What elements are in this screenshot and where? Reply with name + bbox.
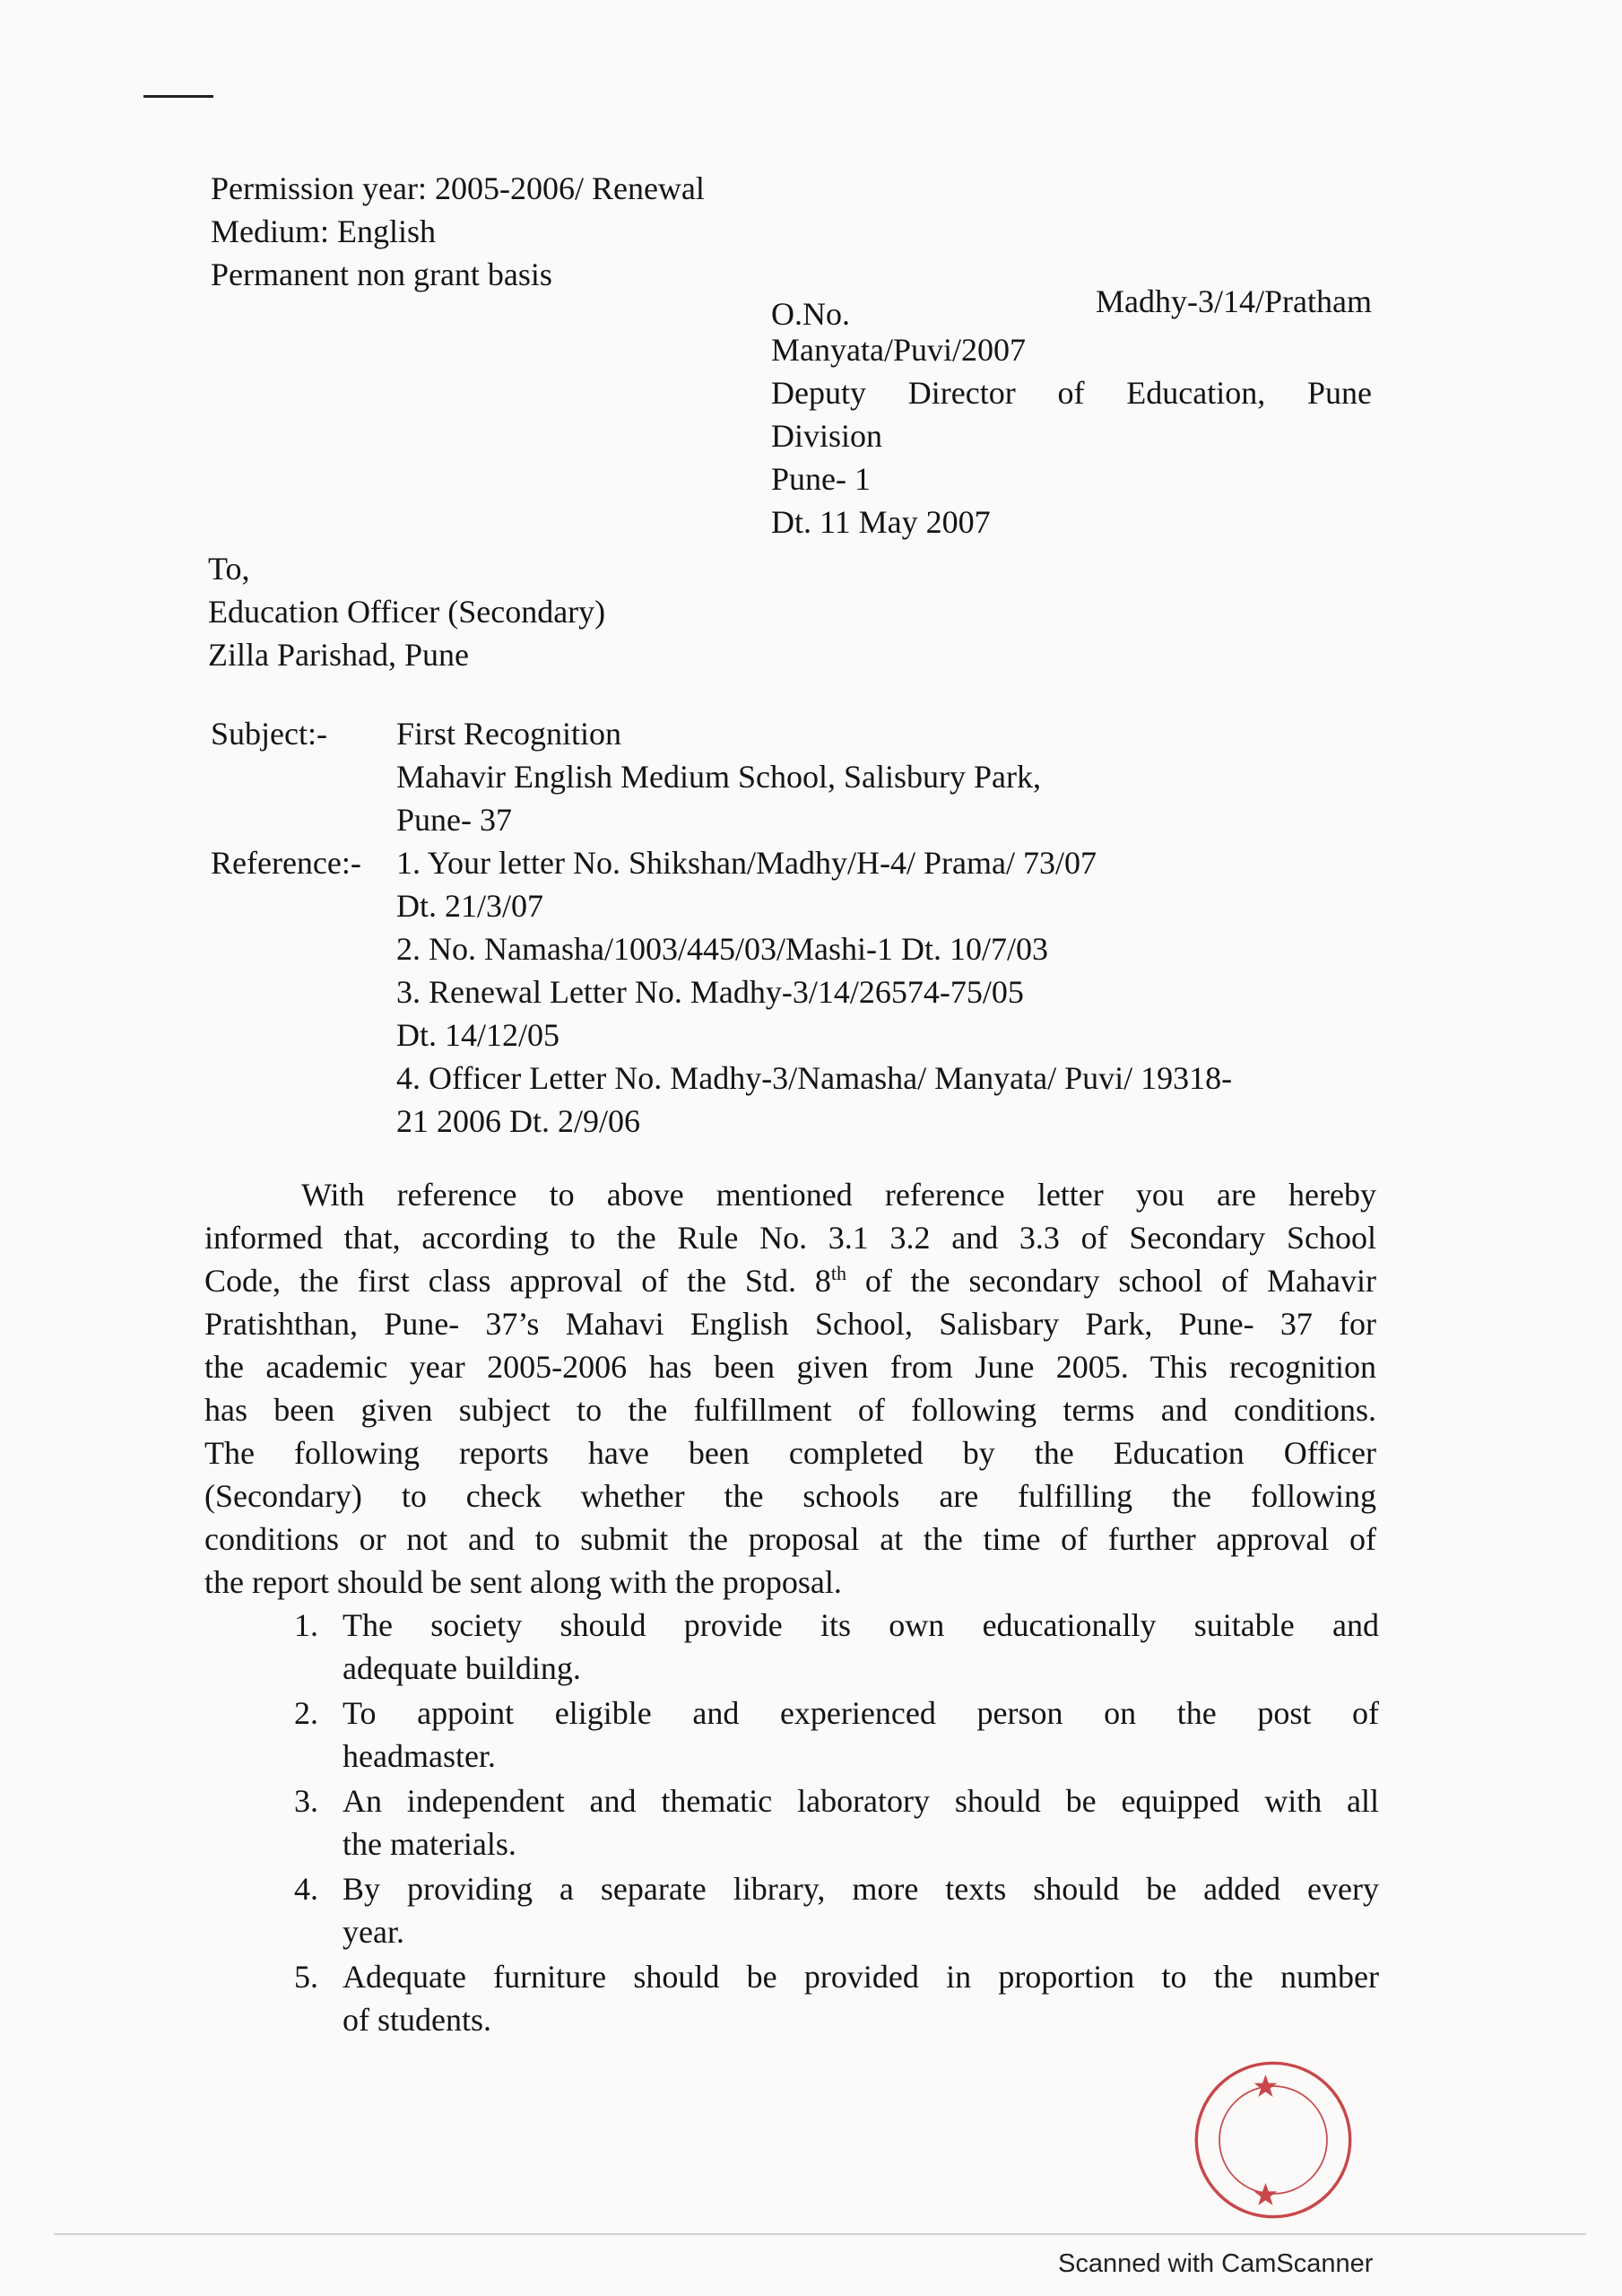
recipient-org: Zilla Parishad, Pune xyxy=(208,637,469,673)
reference-line: 1. Your letter No. Shikshan/Madhy/H-4/ Prama/ 73/07 xyxy=(396,845,1097,881)
body-line: the academic year 2005-2006 has been given from June 2005. This recognition xyxy=(204,1349,1376,1385)
condition-text: of students. xyxy=(343,2002,491,2038)
condition-text: the materials. xyxy=(343,1826,516,1862)
body-line: informed that, according to the Rule No. 3.1 3.2 and 3.3 of Secondary School xyxy=(204,1220,1376,1256)
office-division: Division xyxy=(771,418,883,454)
condition-number: 2. xyxy=(294,1695,318,1731)
reference xyxy=(211,841,1376,1143)
body-line: the report should be sent along with the proposal. xyxy=(204,1564,842,1600)
office-city: Pune- 1 xyxy=(771,461,871,497)
condition-number: 5. xyxy=(294,1959,318,1995)
body-line: Pratishthan, Pune- 37’s Mahavi English School, Salisbary Park, Pune- 37 for xyxy=(204,1306,1376,1342)
condition-text: headmaster. xyxy=(343,1738,496,1774)
condition-text: Adequate furniture should be provided in proportion to the number xyxy=(343,1959,1379,1995)
condition-text: The society should provide its own educationally suitable and xyxy=(343,1607,1379,1643)
permission-header xyxy=(211,167,705,296)
medium: Medium: English xyxy=(211,213,436,249)
scan-edge xyxy=(54,2233,1586,2235)
subject-line: Pune- 37 xyxy=(396,802,512,838)
camscanner-watermark: Scanned with CamScanner xyxy=(1058,2249,1374,2278)
subject-line: Mahavir English Medium School, Salisbury Park, xyxy=(396,759,1041,795)
condition-text: adequate building. xyxy=(343,1650,581,1686)
reference-line: 3. Renewal Letter No. Madhy-3/14/26574-75/05 xyxy=(396,974,1024,1010)
reference-line: 4. Officer Letter No. Madhy-3/Namasha/ Manyata/ Puvi/ 19318- xyxy=(396,1060,1233,1096)
condition-item xyxy=(294,1692,1379,1778)
condition-text: year. xyxy=(343,1914,404,1950)
condition-text: By providing a separate library, more texts should be added every xyxy=(343,1871,1379,1907)
basis: Permanent non grant basis xyxy=(211,257,552,292)
order-number-cont: Manyata/Puvi/2007 xyxy=(771,332,1026,368)
body-line: The following reports have been completed by the Education Officer xyxy=(204,1435,1376,1471)
recipient-to: To, xyxy=(208,551,250,587)
letter-date: Dt. 11 May 2007 xyxy=(771,504,991,540)
conditions-list xyxy=(294,1604,1379,2041)
reference-label: Reference:- xyxy=(211,845,361,881)
body-paragraph xyxy=(204,1173,1376,1604)
body-line: has been given subject to the fulfillment of following terms and conditions. xyxy=(204,1392,1376,1428)
reference-line: Dt. 14/12/05 xyxy=(396,1017,560,1053)
condition-number: 1. xyxy=(294,1607,318,1643)
body-line: conditions or not and to submit the proposal at the time of further approval of xyxy=(204,1521,1376,1557)
reference-lines xyxy=(396,841,1376,1143)
body-line: With reference to above mentioned reference letter you are hereby xyxy=(301,1177,1376,1213)
condition-item xyxy=(294,1955,1379,2041)
recipient xyxy=(208,547,605,676)
condition-text: To appoint eligible and experienced person on the post of xyxy=(343,1695,1379,1731)
body-text: Code, the first class approval of the Std. 8 xyxy=(204,1263,831,1299)
permission-year: Permission year: 2005-2006/ Renewal xyxy=(211,170,705,206)
subject-lines xyxy=(396,712,1376,841)
subject-label: Subject:- xyxy=(211,716,327,752)
superscript: th xyxy=(830,1262,846,1284)
pen-mark xyxy=(143,95,213,98)
condition-item xyxy=(294,1867,1379,1953)
star-icon xyxy=(1254,2074,1278,2097)
condition-number: 4. xyxy=(294,1871,318,1907)
condition-item xyxy=(294,1779,1379,1866)
reference-line: 21 2006 Dt. 2/9/06 xyxy=(396,1103,641,1139)
notary-stamp xyxy=(1193,2059,1354,2221)
office-name: Deputy Director of Education, Pune xyxy=(771,375,1372,411)
reference-line: Dt. 21/3/07 xyxy=(396,888,544,924)
letter-content xyxy=(204,712,1379,2043)
condition-item xyxy=(294,1604,1379,1690)
condition-number: 3. xyxy=(294,1783,318,1819)
subject-line: First Recognition xyxy=(396,716,621,752)
order-number-value: Madhy-3/14/Pratham xyxy=(1096,283,1372,319)
subject xyxy=(211,712,1376,841)
stamp-inner-ring xyxy=(1219,2086,1327,2194)
order-number-line xyxy=(771,283,1372,332)
reference-line: 2. No. Namasha/1003/445/03/Mashi-1 Dt. 10/7/03 xyxy=(396,931,1048,967)
body-line: (Secondary) to check whether the schools are fulfilling the following xyxy=(204,1478,1376,1514)
condition-text: An independent and thematic laboratory should be equipped with all xyxy=(343,1783,1379,1819)
body-text: of the secondary school of Mahavir xyxy=(846,1263,1376,1299)
office-block xyxy=(771,285,1372,544)
body-line xyxy=(204,1259,1376,1302)
order-number-label: O.No. xyxy=(771,296,850,332)
recipient-title: Education Officer (Secondary) xyxy=(208,594,606,630)
